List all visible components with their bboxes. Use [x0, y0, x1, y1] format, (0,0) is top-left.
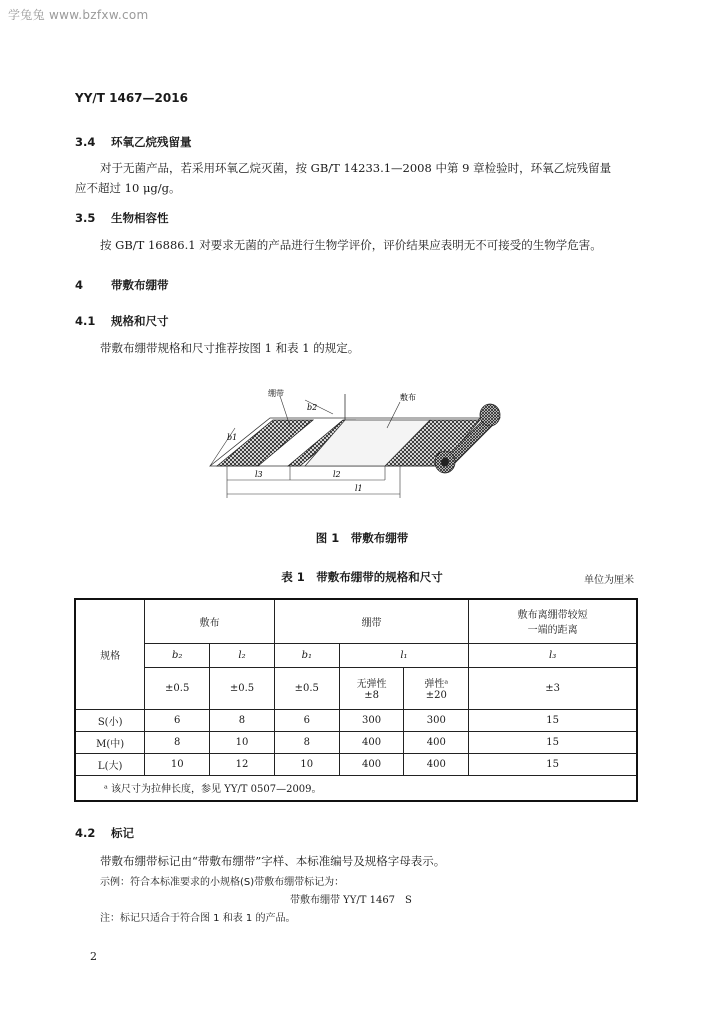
heading-4-1 [75, 313, 169, 329]
cell-b1: 8 [274, 731, 339, 753]
spec-table [74, 598, 638, 802]
figure-caption: 图 1 带敷布绷带 [315, 531, 409, 545]
cell-l3: 15 [469, 709, 637, 731]
example-mark: 带敷布绷带 YY/T 1467 S [290, 895, 412, 906]
cell-l2: 12 [210, 753, 275, 775]
paragraph-4-1: 带敷布绷带规格和尺寸推荐按图 1 和表 1 的规定。 [100, 341, 360, 355]
table-row [75, 753, 637, 775]
heading-title: 生物相容性 [111, 211, 169, 225]
cell-l1-elastic: 400 [404, 753, 469, 775]
cell-l1-nonelastic: 400 [339, 753, 404, 775]
heading-title: 带敷布绷带 [111, 278, 169, 292]
heading-4-2 [75, 825, 134, 841]
cell-b2: 10 [145, 753, 210, 775]
heading-title: 标记 [111, 826, 134, 840]
example-text: 示例：符合本标准要求的小规格(S)带敷布绷带标记为： [100, 877, 345, 888]
page-number: 2 [90, 950, 97, 963]
elastic-label: 弹性ᵃ [424, 679, 449, 690]
heading-number: 3.5 [75, 211, 96, 225]
paragraph-4-2: 带敷布绷带标记由“带敷布绷带”字样、本标准编号及规格字母表示。 [100, 854, 446, 868]
cell-l2: 8 [210, 709, 275, 731]
paragraph-3-4-line1: 对于无菌产品，若采用环氧乙烷灭菌，按 GB/T 14233.1—2008 中第 9 章检验时，环氧乙烷残留量 [100, 161, 612, 175]
symbol-b1: b₁ [274, 643, 339, 667]
dim-l3: l3 [255, 470, 263, 479]
header-bandage: 绷带 [274, 599, 468, 643]
elastic-tol: ±20 [425, 690, 447, 701]
figure-bandage-diagram [195, 380, 515, 505]
cell-l3: 15 [469, 753, 637, 775]
table-row [75, 731, 637, 753]
header-shorter-distance [469, 599, 637, 643]
standard-id: YY/T 1467—2016 [75, 91, 188, 105]
cell-b1: 10 [274, 753, 339, 775]
cell-l1-nonelastic: 300 [339, 709, 404, 731]
label-bandage: 绷带 [268, 389, 284, 398]
heading-3-5 [75, 210, 169, 226]
cell-spec: L(大) [75, 753, 145, 775]
table-row [75, 709, 637, 731]
tol-l3: ±3 [469, 667, 637, 709]
tol-nonelastic [339, 667, 404, 709]
heading-number: 4.2 [75, 826, 96, 840]
cell-b1: 6 [274, 709, 339, 731]
cell-b2: 8 [145, 731, 210, 753]
header-shorter-line2: 一端的距离 [527, 625, 578, 637]
tol-b2: ±0.5 [145, 667, 210, 709]
dim-b1: b1 [227, 433, 238, 442]
nonelastic-label: 无弹性 [356, 679, 387, 690]
cell-l1-nonelastic: 400 [339, 731, 404, 753]
nonelastic-tol: ±8 [364, 690, 379, 701]
cell-l3: 15 [469, 731, 637, 753]
dim-l1: l1 [355, 484, 363, 493]
table-footnote: ᵃ 该尺寸为拉伸长度，参见 YY/T 0507—2009。 [75, 775, 637, 801]
header-dressing: 敷布 [145, 599, 275, 643]
table-caption: 表 1 带敷布绷带的规格和尺寸 [281, 570, 443, 584]
table-unit: 单位为厘米 [584, 575, 634, 586]
note-text: 注：标记只适合于符合图 1 和表 1 的产品。 [100, 913, 296, 924]
header-shorter-line1: 敷布离绷带较短 [517, 610, 588, 622]
cell-l1-elastic: 300 [404, 709, 469, 731]
cell-spec: M(中) [75, 731, 145, 753]
heading-number: 4 [75, 278, 84, 292]
heading-number: 3.4 [75, 135, 96, 149]
symbol-b2: b₂ [145, 643, 210, 667]
label-dressing: 敷布 [400, 393, 416, 402]
symbol-l3: l₃ [469, 643, 637, 667]
cell-b2: 6 [145, 709, 210, 731]
heading-4 [75, 277, 169, 293]
paragraph-3-4-line2: 应不超过 10 μg/g。 [75, 181, 181, 195]
header-spec: 规格 [75, 599, 145, 709]
dim-b2: b2 [307, 403, 318, 412]
heading-number: 4.1 [75, 314, 96, 328]
tol-l2: ±0.5 [210, 667, 275, 709]
heading-3-4 [75, 134, 192, 150]
heading-title: 环氧乙烷残留量 [111, 135, 192, 149]
tol-elastic [404, 667, 469, 709]
cell-l2: 10 [210, 731, 275, 753]
watermark: 学兔兔 www.bzfxw.com [8, 8, 149, 22]
cell-l1-elastic: 400 [404, 731, 469, 753]
heading-title: 规格和尺寸 [111, 314, 169, 328]
dim-l2: l2 [333, 470, 341, 479]
symbol-l1: l₁ [339, 643, 469, 667]
symbol-l2: l₂ [210, 643, 275, 667]
cell-spec: S(小) [75, 709, 145, 731]
tol-b1: ±0.5 [274, 667, 339, 709]
paragraph-3-5: 按 GB/T 16886.1 对要求无菌的产品进行生物学评价，评价结果应表明无不可接受的生物学危害。 [100, 238, 602, 252]
